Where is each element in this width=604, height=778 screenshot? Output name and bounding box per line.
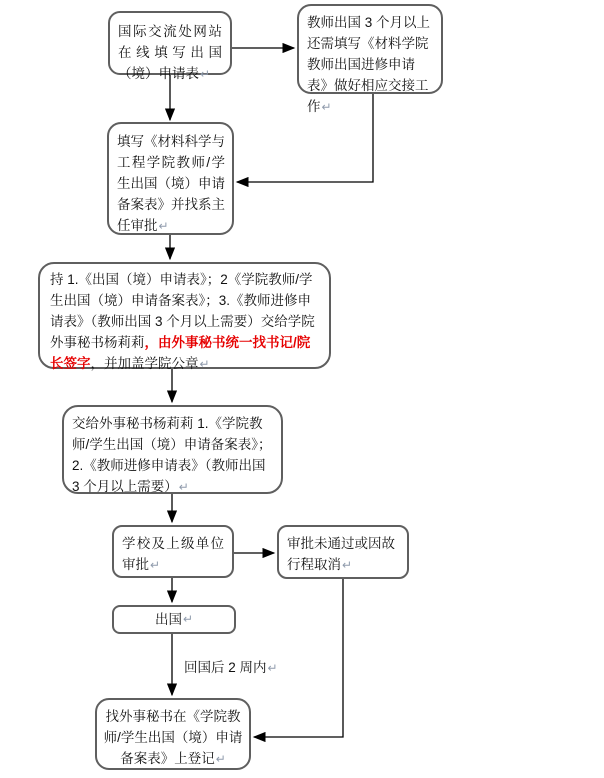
node-submit-documents-text-post: ，并加盖学院公章 xyxy=(90,356,199,371)
node-approval-failed-text: 审批未通过或因故行程取消 xyxy=(287,536,395,572)
node-submit-documents-text-pre: 持 1.《出国（境）申请表》；2《学院教师/学生出国（境）申请备案表》；3.《教师进修申请表》（教师出国 3 个月以上需要）交给学院外事秘书杨莉莉 xyxy=(50,272,315,350)
paragraph-mark-icon: ↵ xyxy=(267,661,278,675)
node-register-record xyxy=(95,698,251,770)
node-college-record-form-text: 填写《材料科学与工程学院教师/学生出国（境）申请备案表》并找系主任审批 xyxy=(117,134,225,233)
node-give-foreign-affairs-secretary xyxy=(62,405,283,494)
paragraph-mark-icon: ↵ xyxy=(342,558,353,572)
node-online-application-text: 国际交流处网站在线填写出国（境）申请表 xyxy=(118,24,222,81)
connector-teacher3m-to-collegeform xyxy=(237,94,373,182)
node-go-abroad xyxy=(112,605,236,634)
node-go-abroad-text: 出国 xyxy=(154,612,182,627)
node-submit-documents-text-red: ，由外事秘书统一找书记/院长签字 xyxy=(50,335,311,371)
edge-label-return-within-text: 回国后 2 周内 xyxy=(184,660,267,675)
paragraph-mark-icon: ↵ xyxy=(200,67,211,81)
node-register-record-text: 找外事秘书在《学院教师/学生出国（境）申请备案表》上登记 xyxy=(103,709,243,766)
paragraph-mark-icon: ↵ xyxy=(182,612,194,626)
node-teacher-over-3-months xyxy=(297,4,443,114)
edge-label-return-within xyxy=(184,657,278,679)
node-submit-documents xyxy=(38,262,331,369)
paragraph-mark-icon: ↵ xyxy=(150,558,161,572)
node-college-record-form xyxy=(107,122,234,235)
paragraph-mark-icon: ↵ xyxy=(158,219,169,233)
paragraph-mark-icon: ↵ xyxy=(178,480,189,494)
node-school-approval-text: 学校及上级单位审批 xyxy=(122,536,224,572)
node-online-application xyxy=(108,11,232,81)
paragraph-mark-icon: ↵ xyxy=(199,357,210,371)
paragraph-mark-icon: ↵ xyxy=(215,752,226,766)
node-give-foreign-affairs-secretary-text: 交给外事秘书杨莉莉 1.《学院教师/学生出国（境）申请备案表》；2.《教师进修申请表》（教师出国 3 个月以上需要） xyxy=(72,416,272,494)
paragraph-mark-icon: ↵ xyxy=(321,100,332,114)
node-approval-failed xyxy=(277,525,409,579)
node-school-approval xyxy=(112,525,234,578)
node-teacher-over-3-months-text: 教师出国 3 个月以上还需填写《材料学院教师出国进修申请表》做好相应交接工作 xyxy=(307,15,431,114)
